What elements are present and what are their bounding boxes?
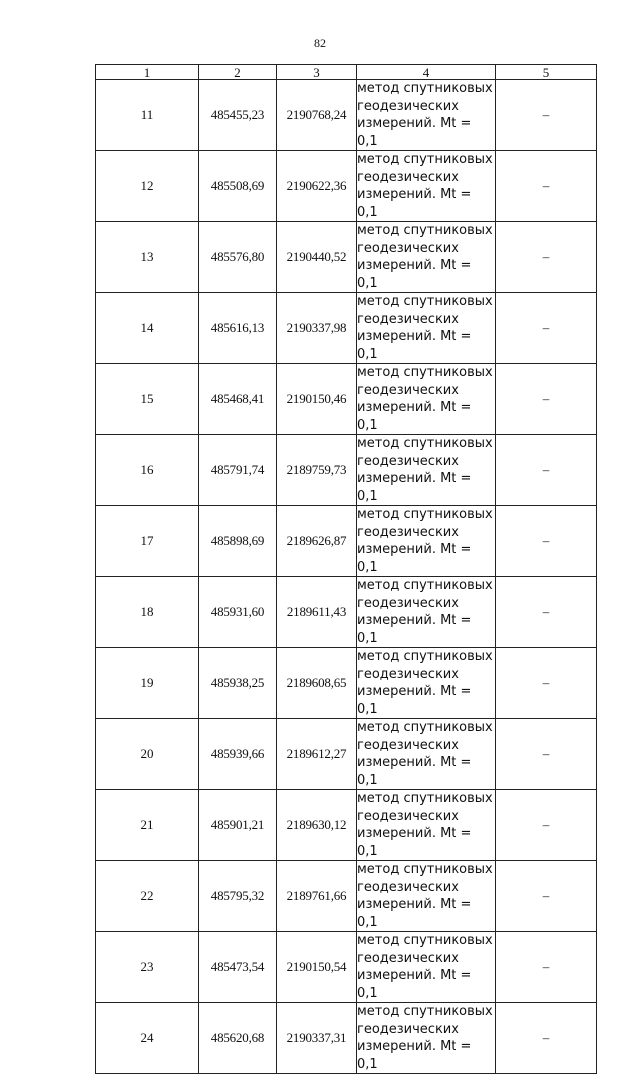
table-row [96, 222, 597, 293]
method-line: измерений. Mt = 0,1 [357, 471, 472, 504]
note-cell: – [496, 151, 597, 222]
method-line: геодезических [357, 240, 459, 256]
table-row [96, 293, 597, 364]
note-cell: – [496, 719, 597, 790]
column-header: 3 [277, 65, 357, 80]
x-coordinate-cell: 485938,25 [199, 648, 277, 719]
method-line: измерений. Mt = 0,1 [357, 542, 472, 575]
x-coordinate-cell: 485468,41 [199, 364, 277, 435]
method-line: метод спутниковых [357, 862, 493, 877]
method-line: измерений. Mt = 0,1 [357, 329, 472, 362]
y-coordinate-cell: 2189759,73 [277, 435, 357, 506]
page-number: 82 [314, 36, 326, 50]
point-number-cell: 21 [96, 790, 199, 861]
method-line: измерений. Mt = 0,1 [357, 400, 472, 433]
y-coordinate-cell: 2190440,52 [277, 222, 357, 293]
table-row [96, 1003, 597, 1074]
y-coordinate-cell: 2190150,54 [277, 932, 357, 1003]
note-cell: – [496, 80, 597, 151]
x-coordinate-cell: 485901,21 [199, 790, 277, 861]
note-cell: – [496, 1003, 597, 1074]
note-cell: – [496, 435, 597, 506]
x-coordinate-cell: 485898,69 [199, 506, 277, 577]
table-header-row [96, 65, 597, 80]
method-cell [357, 932, 496, 1003]
method-line: метод спутниковых [357, 81, 493, 96]
method-line: измерений. Mt = 0,1 [357, 897, 472, 930]
x-coordinate-cell: 485795,32 [199, 861, 277, 932]
note-cell: – [496, 790, 597, 861]
method-line: геодезических [357, 98, 459, 114]
y-coordinate-cell: 2189626,87 [277, 506, 357, 577]
note-cell: – [496, 293, 597, 364]
method-line: геодезических [357, 737, 459, 753]
method-cell [357, 577, 496, 648]
x-coordinate-cell: 485791,74 [199, 435, 277, 506]
method-cell [357, 293, 496, 364]
method-line: метод спутниковых [357, 1004, 493, 1019]
note-cell: – [496, 577, 597, 648]
table-row [96, 932, 597, 1003]
table-row [96, 577, 597, 648]
y-coordinate-cell: 2190150,46 [277, 364, 357, 435]
note-cell: – [496, 364, 597, 435]
column-header: 2 [199, 65, 277, 80]
note-cell: – [496, 222, 597, 293]
method-line: измерений. Mt = 0,1 [357, 755, 472, 788]
table-row [96, 80, 597, 151]
method-cell [357, 648, 496, 719]
method-cell [357, 506, 496, 577]
table-row [96, 861, 597, 932]
method-line: метод спутниковых [357, 578, 493, 593]
y-coordinate-cell: 2189630,12 [277, 790, 357, 861]
x-coordinate-cell: 485576,80 [199, 222, 277, 293]
note-cell: – [496, 648, 597, 719]
method-line: геодезических [357, 382, 459, 398]
method-cell [357, 222, 496, 293]
point-number-cell: 15 [96, 364, 199, 435]
method-line: измерений. Mt = 0,1 [357, 116, 472, 149]
method-cell [357, 151, 496, 222]
method-line: метод спутниковых [357, 152, 493, 167]
x-coordinate-cell: 485616,13 [199, 293, 277, 364]
table-row [96, 719, 597, 790]
method-line: метод спутниковых [357, 507, 493, 522]
point-number-cell: 13 [96, 222, 199, 293]
method-cell [357, 1003, 496, 1074]
x-coordinate-cell: 485455,23 [199, 80, 277, 151]
point-number-cell: 20 [96, 719, 199, 790]
y-coordinate-cell: 2189761,66 [277, 861, 357, 932]
column-header: 1 [96, 65, 199, 80]
x-coordinate-cell: 485620,68 [199, 1003, 277, 1074]
point-number-cell: 22 [96, 861, 199, 932]
y-coordinate-cell: 2189611,43 [277, 577, 357, 648]
point-number-cell: 16 [96, 435, 199, 506]
method-line: измерений. Mt = 0,1 [357, 613, 472, 646]
y-coordinate-cell: 2189608,65 [277, 648, 357, 719]
y-coordinate-cell: 2190337,31 [277, 1003, 357, 1074]
y-coordinate-cell: 2190337,98 [277, 293, 357, 364]
x-coordinate-cell: 485508,69 [199, 151, 277, 222]
method-line: геодезических [357, 595, 459, 611]
method-line: геодезических [357, 311, 459, 327]
y-coordinate-cell: 2189612,27 [277, 719, 357, 790]
point-number-cell: 12 [96, 151, 199, 222]
method-line: измерений. Mt = 0,1 [357, 187, 472, 220]
point-number-cell: 23 [96, 932, 199, 1003]
table-row [96, 435, 597, 506]
method-line: измерений. Mt = 0,1 [357, 826, 472, 859]
y-coordinate-cell: 2190768,24 [277, 80, 357, 151]
method-cell [357, 719, 496, 790]
method-line: метод спутниковых [357, 223, 493, 238]
method-line: геодезических [357, 1021, 459, 1037]
method-line: метод спутниковых [357, 649, 493, 664]
method-cell [357, 861, 496, 932]
method-line: геодезических [357, 950, 459, 966]
table-row [96, 790, 597, 861]
method-line: геодезических [357, 524, 459, 540]
y-coordinate-cell: 2190622,36 [277, 151, 357, 222]
table-row [96, 151, 597, 222]
method-line: геодезических [357, 808, 459, 824]
method-line: измерений. Mt = 0,1 [357, 684, 472, 717]
table-row [96, 506, 597, 577]
method-cell [357, 364, 496, 435]
method-line: метод спутниковых [357, 436, 493, 451]
table-row [96, 648, 597, 719]
method-line: метод спутниковых [357, 720, 493, 735]
x-coordinate-cell: 485473,54 [199, 932, 277, 1003]
method-line: метод спутниковых [357, 933, 493, 948]
point-number-cell: 24 [96, 1003, 199, 1074]
method-cell [357, 80, 496, 151]
method-line: измерений. Mt = 0,1 [357, 1039, 472, 1072]
method-line: геодезических [357, 169, 459, 185]
method-line: геодезических [357, 879, 459, 895]
table-body [96, 65, 597, 1074]
method-cell [357, 790, 496, 861]
point-number-cell: 19 [96, 648, 199, 719]
table-row [96, 364, 597, 435]
coordinates-table [95, 64, 597, 1074]
note-cell: – [496, 861, 597, 932]
method-line: метод спутниковых [357, 791, 493, 806]
method-line: метод спутниковых [357, 294, 493, 309]
x-coordinate-cell: 485939,66 [199, 719, 277, 790]
method-line: измерений. Mt = 0,1 [357, 968, 472, 1001]
method-cell [357, 435, 496, 506]
point-number-cell: 17 [96, 506, 199, 577]
method-line: геодезических [357, 453, 459, 469]
method-line: геодезических [357, 666, 459, 682]
method-line: измерений. Mt = 0,1 [357, 258, 472, 291]
column-header: 5 [496, 65, 597, 80]
point-number-cell: 14 [96, 293, 199, 364]
column-header: 4 [357, 65, 496, 80]
note-cell: – [496, 932, 597, 1003]
x-coordinate-cell: 485931,60 [199, 577, 277, 648]
note-cell: – [496, 506, 597, 577]
point-number-cell: 18 [96, 577, 199, 648]
method-line: метод спутниковых [357, 365, 493, 380]
point-number-cell: 11 [96, 80, 199, 151]
